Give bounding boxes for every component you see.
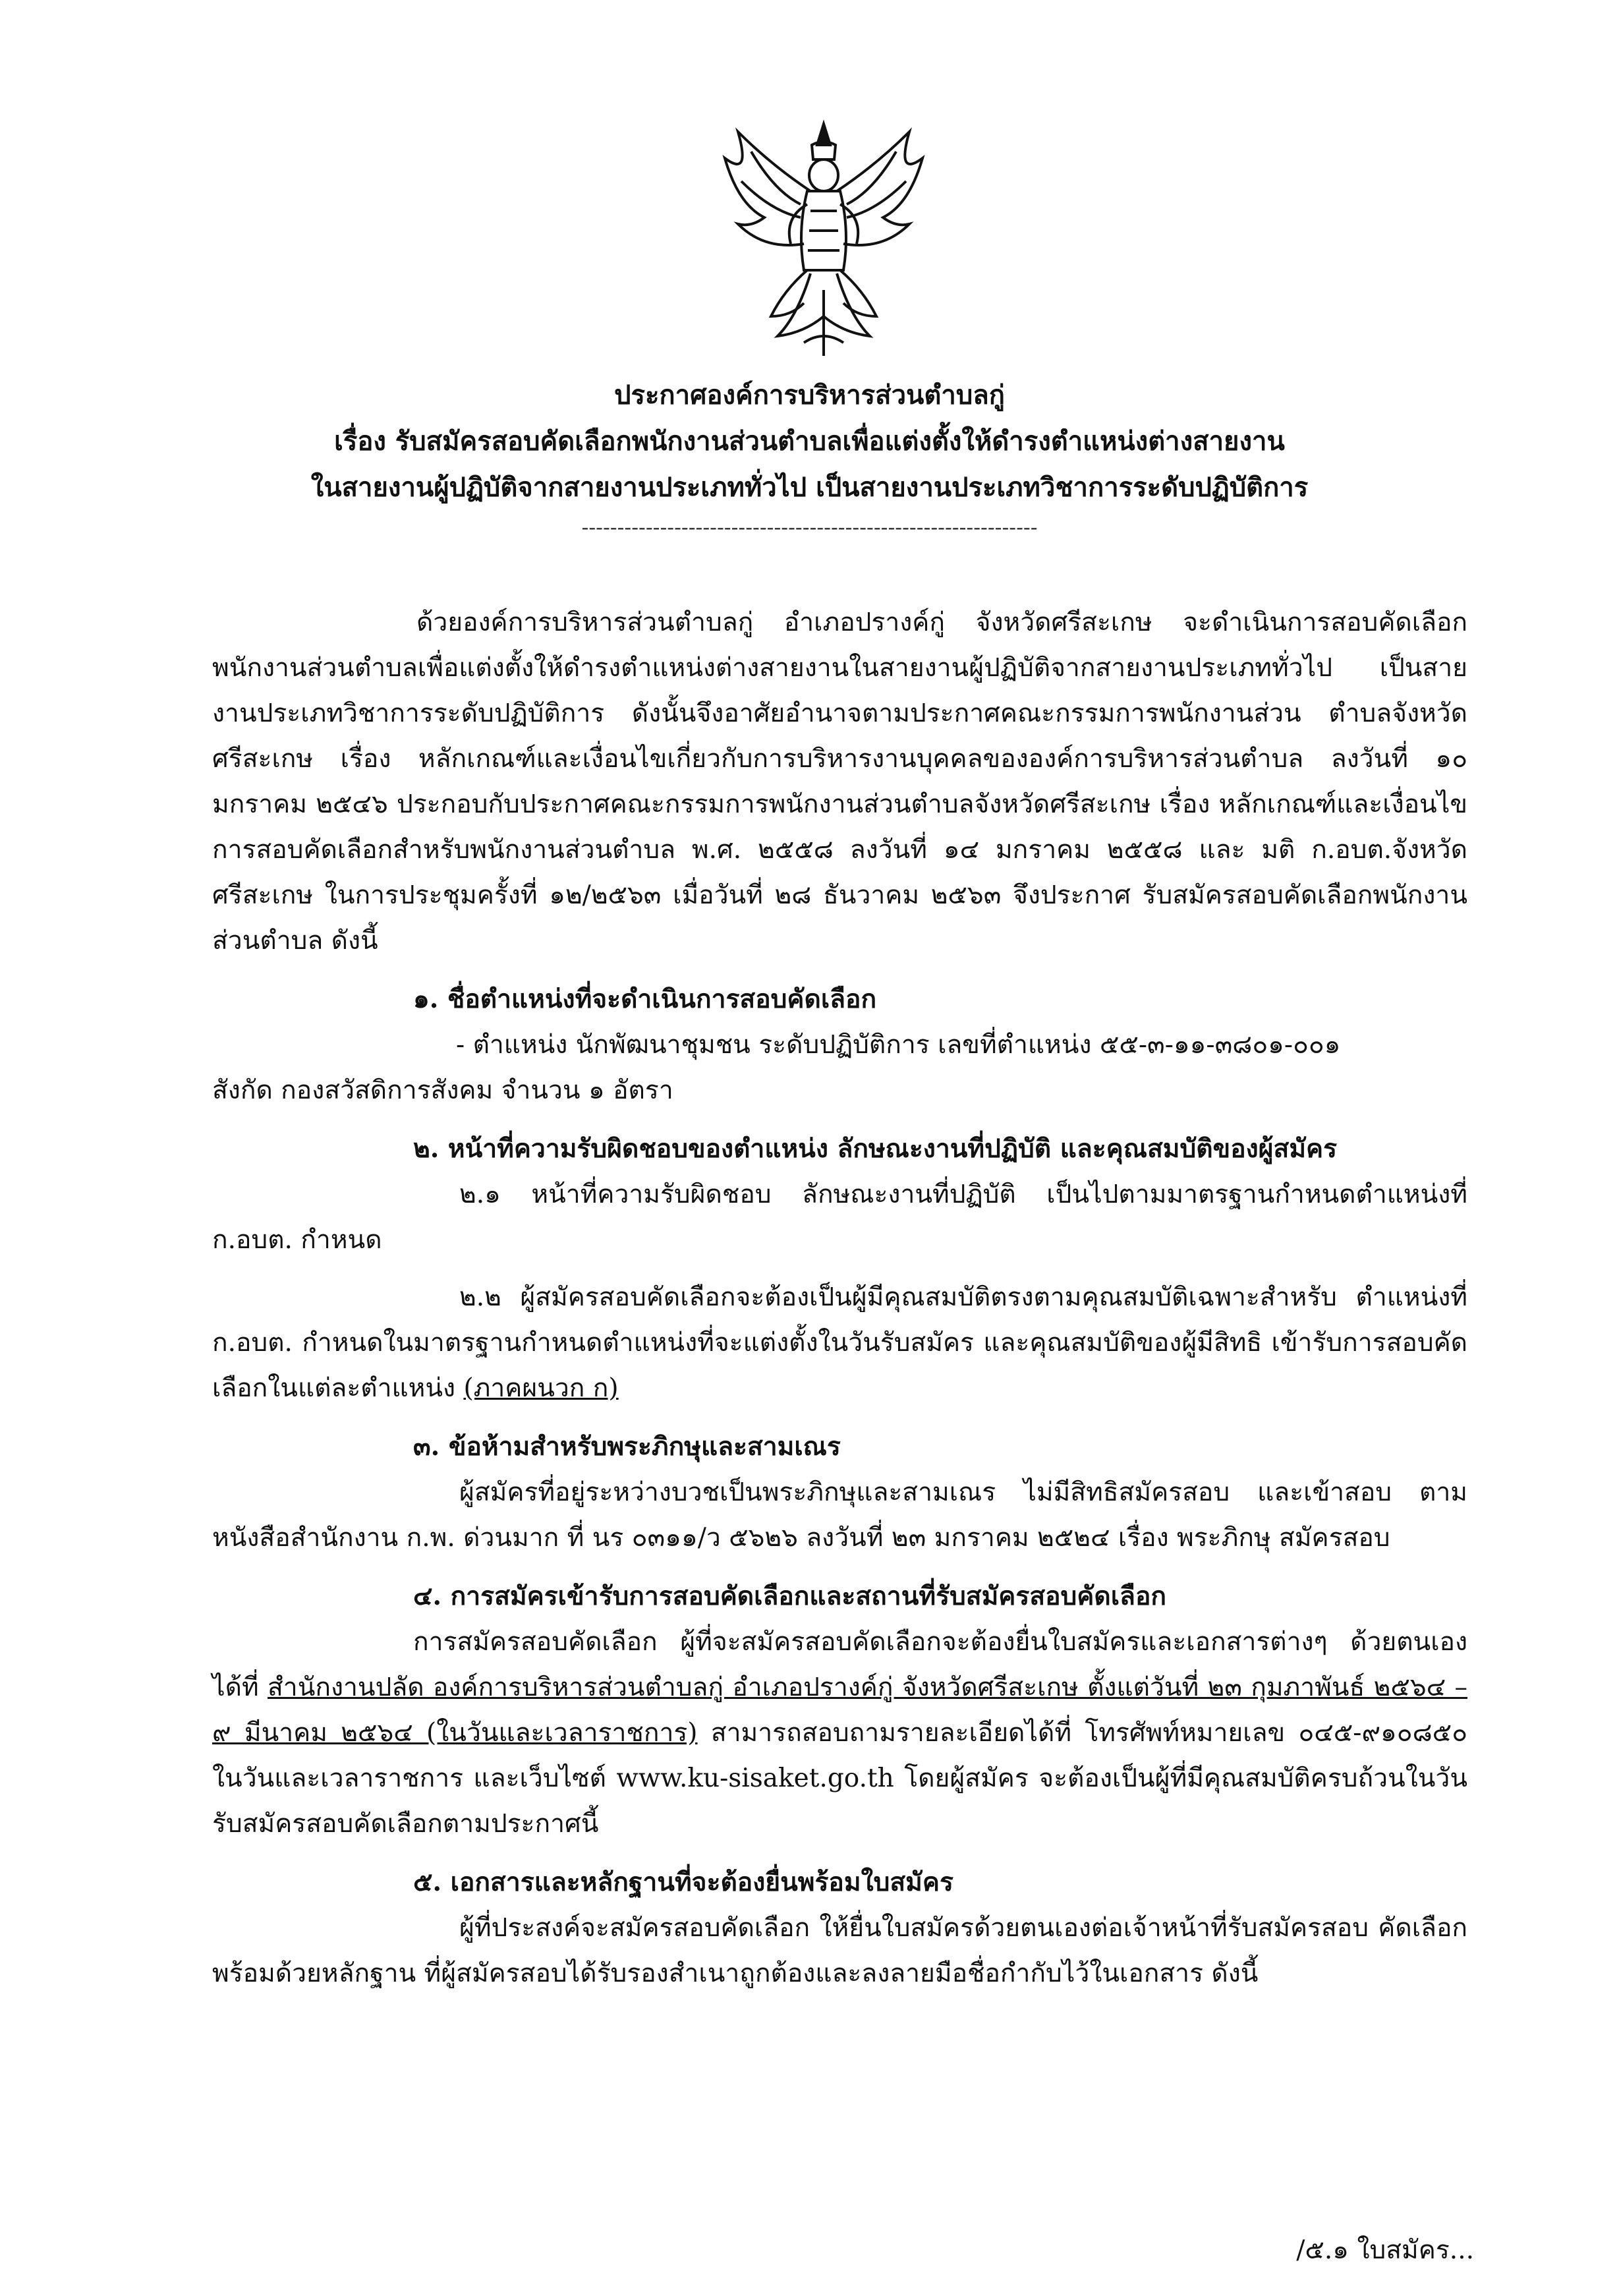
section-1-title: ๑. ชื่อตำแหน่งที่จะดำเนินการสอบคัดเลือก (413, 984, 877, 1014)
document-body (212, 600, 1467, 1996)
section-4-paragraph (212, 1619, 1467, 1847)
section-2-1: ๒.๑ หน้าที่ความรับผิดชอบ ลักษณะงานที่ปฏิบัติ เป็นไปตามมาตรฐานกำหนดตำแหน่งที่ ก.อบต. กำหนด (212, 1180, 1467, 1255)
section-1-item: - ตำแหน่ง นักพัฒนาชุมชน ระดับปฏิบัติการ เลขที่ตำแหน่ง ๕๕-๓-๑๑-๓๘๐๑-๐๐๑ (456, 1030, 1341, 1060)
section-5-paragraph: ผู้ที่ประสงค์จะสมัครสอบคัดเลือก ให้ยื่นใบสมัครด้วยตนเองต่อเจ้าหน้าที่รับสมัครสอบ คัดเลือก พร้อมด้วยหลักฐาน ที่ผู้สมัครสอบได้รับรองสำเนาถูกต้องและลงลายมือชื่อกำกับไว้ในเอกสาร ดังนี้ (212, 1913, 1467, 1988)
announcement-subject: เรื่อง รับสมัครสอบคัดเลือกพนักงานส่วนตำบลเพื่อแต่งตั้งให้ดำรงตำแหน่งต่างสายงาน (334, 426, 1285, 457)
section-3-paragraph: ผู้สมัครที่อยู่ระหว่างบวชเป็นพระภิกษุและสามเณร ไม่มีสิทธิสมัครสอบ และเข้าสอบ ตามหนังสือสำนักงาน ก.พ. ด่วนมาก ที่ นร ๐๓๑๑/ว ๕๖๒๖ ลงวันที่ ๒๓ มกราคม ๒๕๒๔ เรื่อง พระภิกษุ สมัครสอบ (212, 1478, 1467, 1553)
continuation-marker: /๕.๑ ใบสมัคร... (1296, 2235, 1474, 2265)
section-2-title: ๒. หน้าที่ความรับผิดชอบของตำแหน่ง ลักษณะงานที่ปฏิบัติ และคุณสมบัติของผู้สมัคร (413, 1134, 1338, 1164)
section-2-2 (212, 1275, 1467, 1411)
header-divider: ---------------------------------------------------------------- (581, 515, 1038, 540)
document-header (132, 372, 1487, 544)
section-2-2-text: ๒.๒ ผู้สมัครสอบคัดเลือกจะต้องเป็นผู้มีคุณสมบัติตรงตามคุณสมบัติเฉพาะสำหรับ ตำแหน่งที่ ก.อบต. กำหนดในมาตรฐานกำหนดตำแหน่งที่จะแต่งตั้งในวันรับสมัคร และคุณสมบัติของผู้มีสิทธิ เข้ารับการสอบคัดเลือกในแต่ละตำแหน่ง (212, 1282, 1467, 1403)
section-4-text-c: สามารถสอบถามรายละเอียดได้ที่ โทรศัพท์หมายเลข ๐๔๕-๙๑๐๘๕๐ ในวันและเวลาราชการ และเว็บไซต์ www.ku-sisaket.go.th โดยผู้สมัคร จะต้องเป็นผู้ที่มีคุณสมบัติครบถ้วนในวันรับสมัครสอบคัดเลือกตามประกาศนี้ (212, 1718, 1468, 1839)
garuda-emblem-icon (712, 119, 936, 362)
section-5-title: ๕. เอกสารและหลักฐานที่จะต้องยื่นพร้อมใบสมัคร (413, 1867, 953, 1897)
application-place-period: สำนักงานปลัด องค์การบริหารส่วนตำบลกู่ อำเภอปรางค์กู่ จังหวัดศรีสะเกษ ตั้งแต่วันที่ ๒๓ กุมภาพันธ์ ๒๕๖๔ – ๙ มีนาคม ๒๕๖๔ (ในวันและเวลาราชการ) (212, 1673, 1467, 1748)
section-3-title: ๓. ข้อห้ามสำหรับพระภิกษุและสามเณร (413, 1431, 841, 1462)
announcement-title: ประกาศองค์การบริหารส่วนตำบลกู่ (614, 380, 1005, 411)
section-4-text-a: การสมัครสอบคัดเลือก ผู้ที่จะสมัครสอบคัดเลือกจะต้องยื่นใบสมัครและเอกสารต่างๆ ด้วยตนเองได้ที่ (212, 1627, 1467, 1702)
announcement-subject-cont: ในสายงานผู้ปฏิบัติจากสายงานประเภททั่วไป เป็นสายงานประเภทวิชาการระดับปฏิบัติการ (310, 472, 1309, 503)
intro-paragraph: ด้วยองค์การบริหารส่วนตำบลกู่ อำเภอปรางค์กู่ จังหวัดศรีสะเกษ จะดำเนินการสอบคัดเลือก พนักงานส่วนตำบลเพื่อแต่งตั้งให้ดำรงตำแหน่งต่างสายงานในสายงานผู้ปฏิบัติจากสายงานประเภททั่วไป เป็นสายงานประเภทวิชาการระดับปฏิบัติการ ดังนั้นจึงอาศัยอำนาจตามประกาศคณะกรรมการพนักงานส่วน ตำบลจังหวัดศรีสะเกษ เรื่อง หลักเกณฑ์และเงื่อนไขเกี่ยวกับการบริหารงานบุคคลขององค์การบริหารส่วนตำบล ลงวันที่ ๑๐ มกราคม ๒๕๔๖ ประกอบกับประกาศคณะกรรมการพนักงานส่วนตำบลจังหวัดศรีสะเกษ เรื่อง หลักเกณฑ์และเงื่อนไขการสอบคัดเลือกสำหรับพนักงานส่วนตำบล พ.ศ. ๒๕๕๘ ลงวันที่ ๑๔ มกราคม ๒๕๕๘ และ มติ ก.อบต.จังหวัดศรีสะเกษ ในการประชุมครั้งที่ ๑๒/๒๕๖๓ เมื่อวันที่ ๒๘ ธันวาคม ๒๕๖๓ จึงประกาศ รับสมัครสอบคัดเลือกพนักงานส่วนตำบล ดังนี้ (212, 608, 1467, 956)
section-1-item-cont: สังกัด กองสวัสดิการสังคม จำนวน ๑ อัตรา (212, 1076, 673, 1105)
section-4-title: ๔. การสมัครเข้ารับการสอบคัดเลือกและสถานที่รับสมัครสอบคัดเลือก (413, 1581, 1166, 1611)
appendix-link: (ภาคผนวก ก) (463, 1373, 619, 1403)
